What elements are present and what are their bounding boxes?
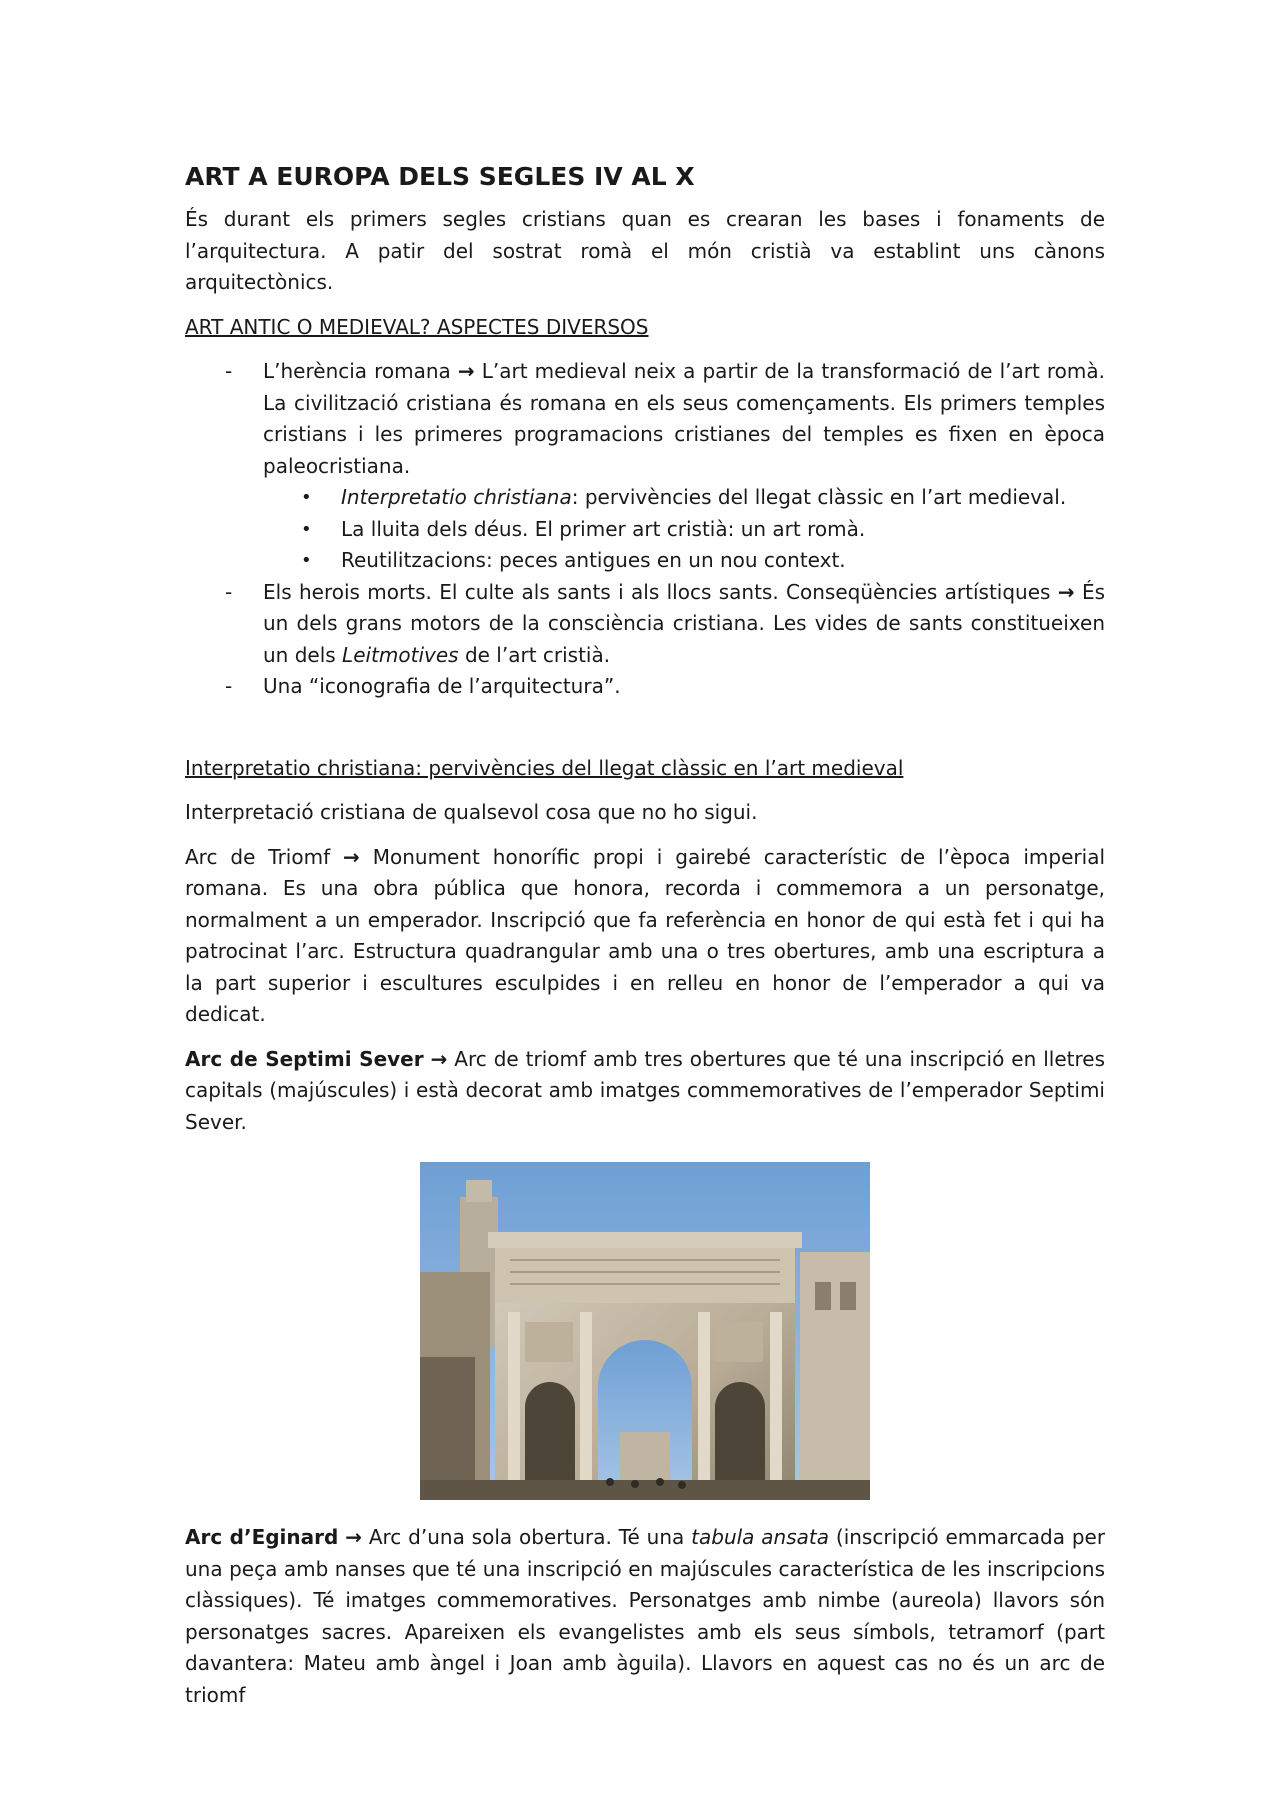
section-heading-interpretatio: Interpretatio christiana: pervivències del llegat clàssic en l’art medieval	[185, 755, 904, 780]
italic-term: Interpretatio christiana	[341, 485, 572, 509]
paragraph-bold-lead: Arc d’Eginard	[185, 1525, 339, 1549]
bullet-icon: •	[301, 550, 312, 571]
bullet-text: Reutilitzacions: peces antigues en un nou context.	[341, 548, 846, 572]
arch-of-septimius-severus-photo	[420, 1162, 870, 1500]
paragraph-lead: Arc de Triomf	[185, 844, 331, 869]
section-heading-aspectes: ART ANTIC O MEDIEVAL? ASPECTES DIVERSOS	[185, 314, 649, 339]
arrow-right-icon: →	[457, 359, 475, 383]
list-item-herencia	[185, 356, 1105, 577]
arrow-right-icon: →	[1057, 579, 1075, 604]
paragraph-text: Arc d’una sola obertura. Té una	[368, 1525, 685, 1549]
paragraph-text: Arc de triomf amb tres obertures que té una inscripció en lletres capitals (majúscules) i està decorat amb imatges commemoratives de l’emperador Septimi Sever.	[185, 1046, 1106, 1134]
dash-marker: -	[225, 579, 233, 604]
photo-container	[185, 1162, 1105, 1500]
arc-triomf-paragraph	[185, 842, 1105, 1031]
dash-marker: -	[225, 674, 233, 698]
list-item-herois	[185, 577, 1105, 672]
item-text: Una “iconografia de l’arquitectura”.	[263, 674, 621, 698]
item-text: L’art medieval neix a partir de la transformació de l’art romà. La civilització cristiana és romana en els seus començaments. Els primers temples cristians i les primeres programacions cristianes del temples es fixen en època paleocristiana.	[263, 359, 1105, 478]
bullet-text: La lluita dels déus. El primer art cristià: un art romà.	[341, 516, 866, 541]
item-lead: Els herois morts. El culte als sants i als llocs sants. Conseqüències artístiques	[263, 579, 1051, 604]
bullet-icon: •	[301, 518, 312, 540]
paragraph-text: (inscripció emmarcada per una peça amb nanses que té una inscripció en majúscules característica de les inscripcions clàssiques). Té imatges commemoratives. Personatges amb nimbe (aureola) llavors són personatges sacres. Apareixen els evangelistes amb els seus símbols, tetramorf (part davantera: Mateu amb àngel i Joan amb àguila). Llavors en aquest cas no és un arc de triomf	[185, 1525, 1106, 1707]
bullet-item-interpretatio	[263, 482, 1105, 514]
list-item-iconografia	[185, 671, 1105, 703]
paragraph-bold-lead: Arc de Septimi Sever	[185, 1046, 424, 1071]
arc-eginard-paragraph	[185, 1522, 1105, 1711]
italic-term: tabula ansata	[691, 1525, 830, 1549]
item-lead: L’herència romana	[263, 359, 451, 383]
italic-term: Leitmotives	[342, 642, 459, 667]
arrow-right-icon: →	[343, 844, 360, 869]
vertical-spacer	[185, 703, 1105, 753]
interpretacio-paragraph: Interpretació cristiana de qualsevol cosa que no ho sigui.	[185, 800, 758, 824]
item-text: de l’art cristià.	[464, 642, 611, 667]
page-title: ART A EUROPA DELS SEGLES IV AL X	[185, 162, 695, 191]
arrow-right-icon: →	[345, 1525, 362, 1549]
bullet-item-reutilitzacions	[263, 545, 1105, 577]
intro-paragraph: És durant els primers segles cristians quan es crearan les bases i fonaments de l’arquitectura. A patir del sostrat romà el món cristià va establint uns cànons arquitectònics.	[185, 207, 1105, 294]
item-text: És un dels grans motors de la consciència cristiana. Les vides de sants constitueixen un dels	[263, 579, 1106, 667]
dash-marker: -	[225, 359, 233, 383]
arrow-right-icon: →	[430, 1046, 448, 1071]
aspects-list	[185, 356, 1105, 703]
bullet-text: : pervivències del llegat clàssic en l’art medieval.	[571, 485, 1067, 509]
bullet-icon: •	[301, 487, 312, 508]
arc-septimi-paragraph	[185, 1044, 1105, 1139]
document-body	[185, 160, 1105, 1724]
sub-bullet-list	[263, 482, 1105, 577]
bullet-item-lluita	[263, 514, 1105, 546]
paragraph-text: Monument honorífic propi i gairebé característic de l’època imperial romana. Es una obra pública que honora, recorda i commemora a un personatge, normalment a un emperador. Inscripció que fa referència en honor de qui està fet i qui ha patrocinat l’arc. Estructura quadrangular amb una o tres obertures, amb una escriptura a la part superior i escultures esculpides i en relleu en honor de l’emperador a qui va dedicat.	[185, 844, 1106, 1026]
